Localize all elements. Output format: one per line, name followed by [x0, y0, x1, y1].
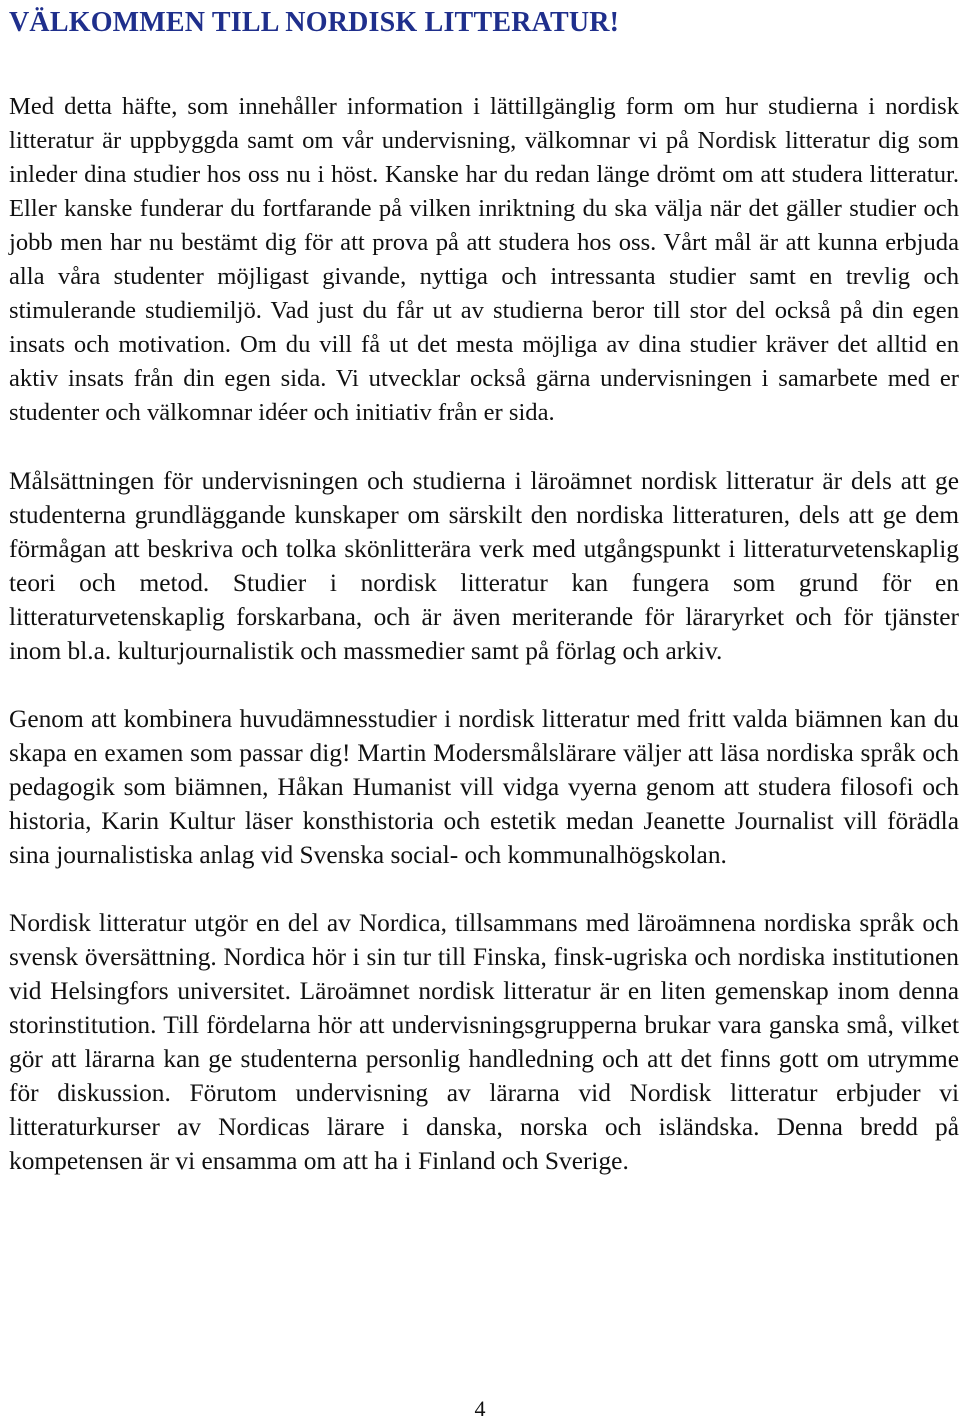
document-page: [9, 0, 959, 1178]
degree-paragraph: Genom att kombinera huvudämnesstudier i nordisk litteratur med fritt valda biämnen kan du skapa en examen som passar dig! Martin Modersmålslärare väljer att läsa nordiska språk och pedagogik som biämnen, Håkan Humanist vill vidga vyerna genom att studera filosofi och historia, Karin Kultur läser konsthistoria och estetik medan Jeanette Journalist vill förädla sina journalistiska anlag vid Svenska social- och kommunalhögskolan.: [9, 705, 959, 869]
page-number: 4: [474, 1396, 486, 1421]
nordica-paragraph: Nordisk litteratur utgör en del av Nordica, tillsammans med läroämnena nordiska språk och svensk översättning. Nordica hör i sin tur till Finska, finsk-ugriska och nordiska institutionen vid Helsingfors universitet. Läroämnet nordisk litteratur är en liten gemenskap inom denna storinstitution. Till fördelarna hör att undervisningsgrupperna brukar vara ganska små, vilket gör att lärarna kan ge studenterna personlig handledning och att det finns gott om utrymme för diskussion. Förutom undervisning av lärarna vid Nordisk litteratur erbjuder vi litteraturkurser av Nordicas lärare i danska, norska och isländska. Denna bredd på kompetensen är vi ensamma om att ha i Finland och Sverige.: [9, 909, 959, 1175]
intro-paragraph: Med detta häfte, som innehåller information i lättillgänglig form om hur studierna i nordisk litteratur är uppbyggda samt om vår undervisning, välkomnar vi på Nordisk litteratur dig som inleder dina studier hos oss nu i höst. Kanske har du redan länge drömt om att studera litteratur. Eller kanske funderar du fortfarande på vilken inriktning du ska välja när det gäller studier och jobb men har nu bestämt dig för att prova på att studera hos oss. Vårt mål är att kunna erbjuda alla våra studenter möjligast givande, nyttiga och intressanta studier samt en trevlig och stimulerande studiemiljö. Vad just du får ut av studierna beror till stor del också på din egen insats och motivation. Om du vill få ut det mesta möjliga av dina studier kräver det alltid en aktiv insats från din egen sida. Vi utvecklar också gärna undervisningen i samarbete med er studenter och välkomnar idéer och initiativ från er sida.: [9, 93, 959, 426]
page-heading: VÄLKOMMEN TILL NORDISK LITTERATUR!: [9, 7, 620, 38]
goals-paragraph: Målsättningen för undervisningen och studierna i läroämnet nordisk litteratur är dels att ge studenterna grundläggande kunskaper om särskilt den nordiska litteraturen, dels att ge dem förmågan att beskriva och tolka skönlitterära verk med utgångspunkt i litteraturvetenskaplig teori och metod. Studier i nordisk litteratur kan fungera som grund för en litteraturvetenskaplig forskarbana, och är även meriterande för läraryrket och för tjänster inom bl.a. kulturjournalistik och massmedier samt på förlag och arkiv.: [9, 467, 959, 665]
